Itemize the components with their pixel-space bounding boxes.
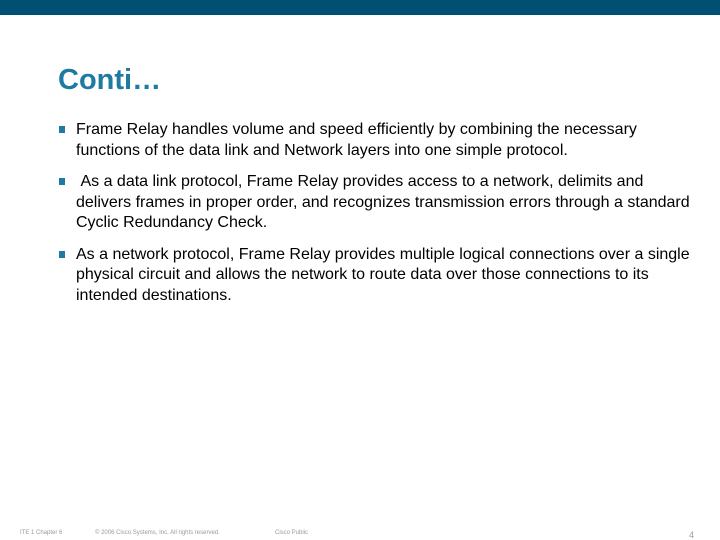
footer-classification: Cisco Public bbox=[275, 530, 309, 536]
slide-footer bbox=[0, 528, 720, 540]
footer-course-label: ITE 1 Chapter 6 bbox=[20, 530, 63, 536]
slide-title: Conti… bbox=[58, 64, 162, 96]
bullet-item bbox=[58, 120, 698, 161]
square-bullet-icon bbox=[59, 126, 65, 133]
square-bullet-icon bbox=[59, 251, 65, 258]
bullet-text: Frame Relay handles volume and speed efficiently by combining the necessary functions of the data link and Network layers into one simple protocol. bbox=[76, 121, 637, 159]
footer-copyright: © 2006 Cisco Systems, Inc. All rights reserved. bbox=[95, 530, 220, 536]
footer-page-number: 4 bbox=[689, 530, 695, 540]
bullet-text: As a network protocol, Frame Relay provides multiple logical connections over a single physical circuit and allows the network to route data over those connections to its intended destinations. bbox=[76, 245, 690, 304]
bullet-item bbox=[58, 245, 698, 307]
bullet-item bbox=[58, 172, 698, 234]
top-banner-bar bbox=[0, 0, 720, 15]
bullet-text: As a data link protocol, Frame Relay provides access to a network, delimits and delivers frames in proper order, and recognizes transmission errors through a standard Cyclic Redundancy Check. bbox=[76, 173, 695, 231]
bullet-list bbox=[58, 120, 698, 317]
square-bullet-icon bbox=[59, 178, 65, 185]
